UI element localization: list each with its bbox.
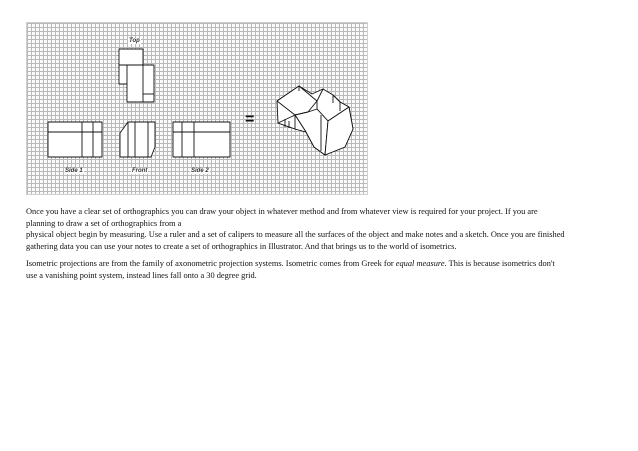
top-view-drawing xyxy=(119,49,154,102)
side-2-view-label: Side 2 xyxy=(191,168,209,174)
text-line: use a vanishing point system, instead lines fall onto a 30 degree grid. xyxy=(26,270,257,280)
paragraph-orthographics xyxy=(26,206,608,252)
side-1-view-drawing xyxy=(48,122,102,157)
paragraph-isometrics xyxy=(26,258,608,281)
front-view-drawing xyxy=(120,122,155,157)
front-view-label: Front xyxy=(132,168,148,174)
text-line: planning to draw a set of orthographics from a xyxy=(26,218,182,228)
text-run: . This is because isometrics don't xyxy=(444,259,555,268)
top-view-label: Top xyxy=(129,38,140,44)
side-1-view-label: Side 1 xyxy=(65,168,83,174)
text-line: physical object begin by measuring. Use a ruler and a set of calipers to measure all the surfaces of the object and make notes and a sketch. Once you are finished xyxy=(26,230,565,239)
text-run: Isometric projections are from the family of axonometric projection systems. Isometric comes from Greek for xyxy=(26,259,396,268)
text-line xyxy=(26,258,608,270)
orthographic-figure xyxy=(26,22,368,195)
emphasis-equal-measure: equal measure xyxy=(395,259,445,268)
equals-sign: = xyxy=(245,111,255,128)
text-line: Once you have a clear set of orthographics you can draw your object in whatever method and from whatever view is required for your project. If you are xyxy=(26,207,538,216)
text-line: gathering data you can use your notes to create a set of orthographics in Illustrator. And that brings us to the world of isometrics. xyxy=(26,241,457,251)
side-2-view-drawing xyxy=(173,122,230,157)
isometric-view-drawing xyxy=(277,86,353,155)
body-text xyxy=(26,206,608,287)
